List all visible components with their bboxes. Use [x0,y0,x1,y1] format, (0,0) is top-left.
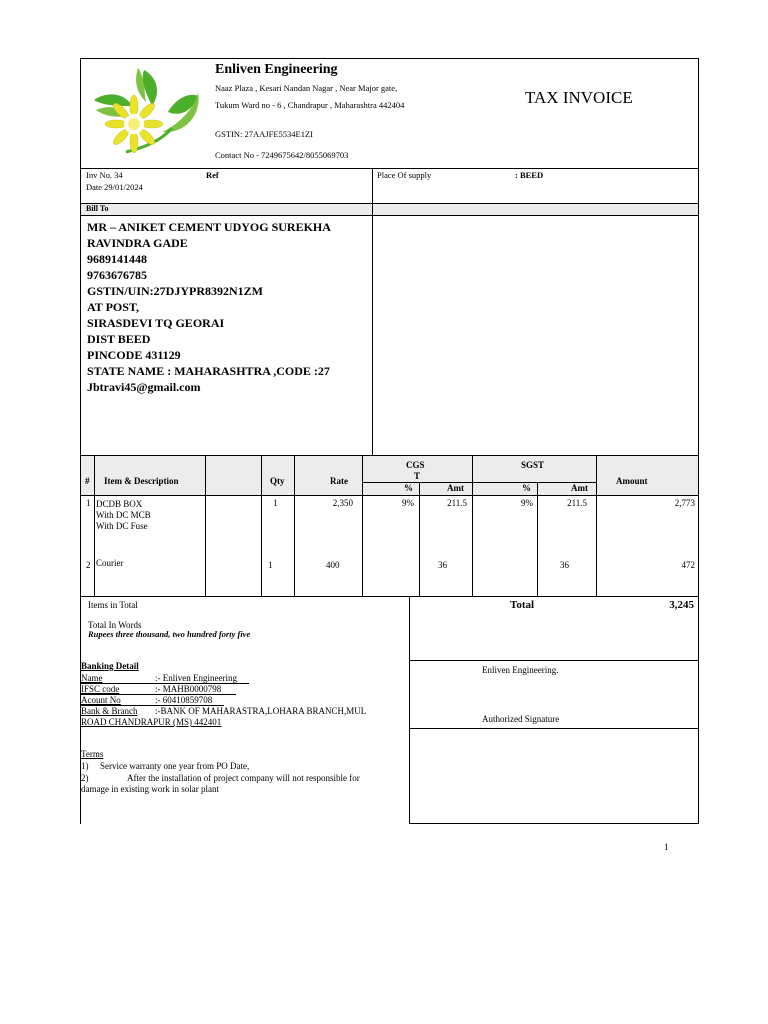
page-number: 1 [664,842,669,852]
rule [362,455,363,596]
bill-to-bar [81,204,698,215]
bill-to-line: GSTIN/UIN:27DJYPR8392N1ZM [87,284,264,298]
branch-line2: ROAD CHANDRAPUR (MS) 442401 [81,717,222,727]
row2-amount: 472 [681,560,695,570]
row1-desc-line: With DC Fuse [96,521,148,531]
rule [80,455,699,456]
rule [596,455,597,596]
company-contact: Contact No - 7249675642/8055069703 [215,150,349,160]
bank-name-value: :- Enliven Engineering [155,673,237,683]
signature-company: Enliven Engineering. [482,665,559,675]
authorized-signature: Authorized Signature [482,714,560,724]
row1-cgst-amt: 211.5 [447,498,467,508]
term-1-num: 1) [81,761,89,771]
bill-to-line: RAVINDRA GADE [87,236,188,250]
row1-desc-line: With DC MCB [96,510,151,520]
rule [409,660,699,661]
banking-title: Banking Detail [81,661,139,671]
col-header-rate: Rate [330,476,348,486]
branch-value: :-BANK OF MAHARASTRA,LOHARA BRANCH,MUL [155,706,367,716]
place-of-supply-value: : BEED [515,170,544,180]
invoice-number: Inv No. 34 [86,170,123,180]
ref-label: Ref [206,170,219,180]
total-value: 3,245 [669,599,694,611]
rule [80,495,699,496]
col-header-cgst-amt: Amt [447,483,464,493]
company-gstin: GSTIN: 27AAJFE5534E1ZI [215,129,313,139]
total-label: Total [510,599,535,611]
term-1-text: Service warranty one year from PO Date, [100,761,250,771]
rule [472,455,473,596]
row1-num: 1 [86,498,91,508]
rule [409,728,699,729]
document-title: TAX INVOICE [525,88,633,107]
col-header-item: Item & Description [104,476,179,486]
total-in-words: Rupees three thousand, two hundred forty five [88,629,251,639]
col-header-num: # [85,476,90,486]
company-name: Enliven Engineering [215,62,338,77]
rule [80,168,699,169]
rule [372,168,373,455]
bill-to-line: 9763676785 [87,268,147,282]
row1-desc-line: DCDB BOX [96,499,143,509]
total-in-words-label: Total In Words [88,620,142,630]
account-label: Acount No [81,695,121,705]
branch-label: Bank & Branch [81,706,138,716]
col-header-cgst: CGS [406,460,425,470]
row1-description [96,499,151,532]
row2-num: 2 [86,560,91,570]
bank-name-label: Name [81,673,103,683]
flower-leaf-logo-icon [86,62,204,162]
bill-to-line: SIRASDEVI TQ GEORAI [87,316,225,330]
rule [205,455,206,596]
invoice-date: Date 29/01/2024 [86,182,143,192]
rule [362,482,596,483]
ifsc-label: IFSC code [81,684,120,694]
terms-title: Terms [81,749,104,759]
rule [80,596,699,597]
place-of-supply-label: Place Of supply [377,170,432,180]
bill-to-line: AT POST, [87,300,140,314]
bill-to-label: Bill To [86,204,109,213]
bill-to-address [87,219,331,395]
col-header-sgst-pct: % [522,483,531,493]
rule [409,596,410,824]
col-header-sgst: SGST [521,460,545,470]
row2-sgst-amt: 36 [560,560,569,570]
company-logo [86,62,204,162]
company-address-line1: Naaz Plaza , Kesari Nandan Nagar , Near Major gate, [215,83,398,93]
row1-amount: 2,773 [674,498,695,508]
rule [80,203,699,204]
col-header-qty: Qty [270,476,285,486]
term-2-text-cont: damage in existing work in solar plant [81,784,219,794]
term-2-num: 2) [81,773,89,783]
row1-cgst-pct: 9% [402,498,414,508]
bill-to-line: MR – ANIKET CEMENT UDYOG SUREKHA [87,220,331,234]
col-header-sgst-amt: Amt [571,483,588,493]
banking-details [81,673,409,728]
bill-to-line: PINCODE 431129 [87,348,181,362]
row2-cgst-amt: 36 [438,560,447,570]
bill-to-line: STATE NAME : MAHARASHTRA ,CODE :27 [87,364,330,378]
company-address-line2: Tukum Ward no - 6 , Chandrapur , Maharashtra 442404 [215,100,405,110]
bill-to-line: DIST BEED [87,332,151,346]
row1-qty: 1 [273,498,278,508]
row1-rate: 2,350 [332,498,353,508]
row2-rate: 400 [326,560,340,570]
col-header-cgst-cont: T [414,471,421,481]
rule [261,455,262,596]
col-header-amount: Amount [616,476,648,486]
items-in-total: Items in Total [88,600,138,610]
rule [94,455,95,596]
ifsc-value: :- MAHB0000798 [155,684,222,694]
col-header-cgst-pct: % [404,483,413,493]
term-2-text: After the installation of project company will not responsible for [127,773,360,783]
bill-to-line: 9689141448 [87,252,147,266]
rule [80,215,699,216]
row2-description: Courier [96,558,124,568]
row1-sgst-amt: 211.5 [567,498,587,508]
rule [409,823,699,824]
row1-sgst-pct: 9% [521,498,533,508]
bill-to-line: Jbtravi45@gmail.com [87,380,201,394]
rule [294,455,295,596]
account-value: :- 60410859708 [155,695,213,705]
row2-qty: 1 [268,560,273,570]
